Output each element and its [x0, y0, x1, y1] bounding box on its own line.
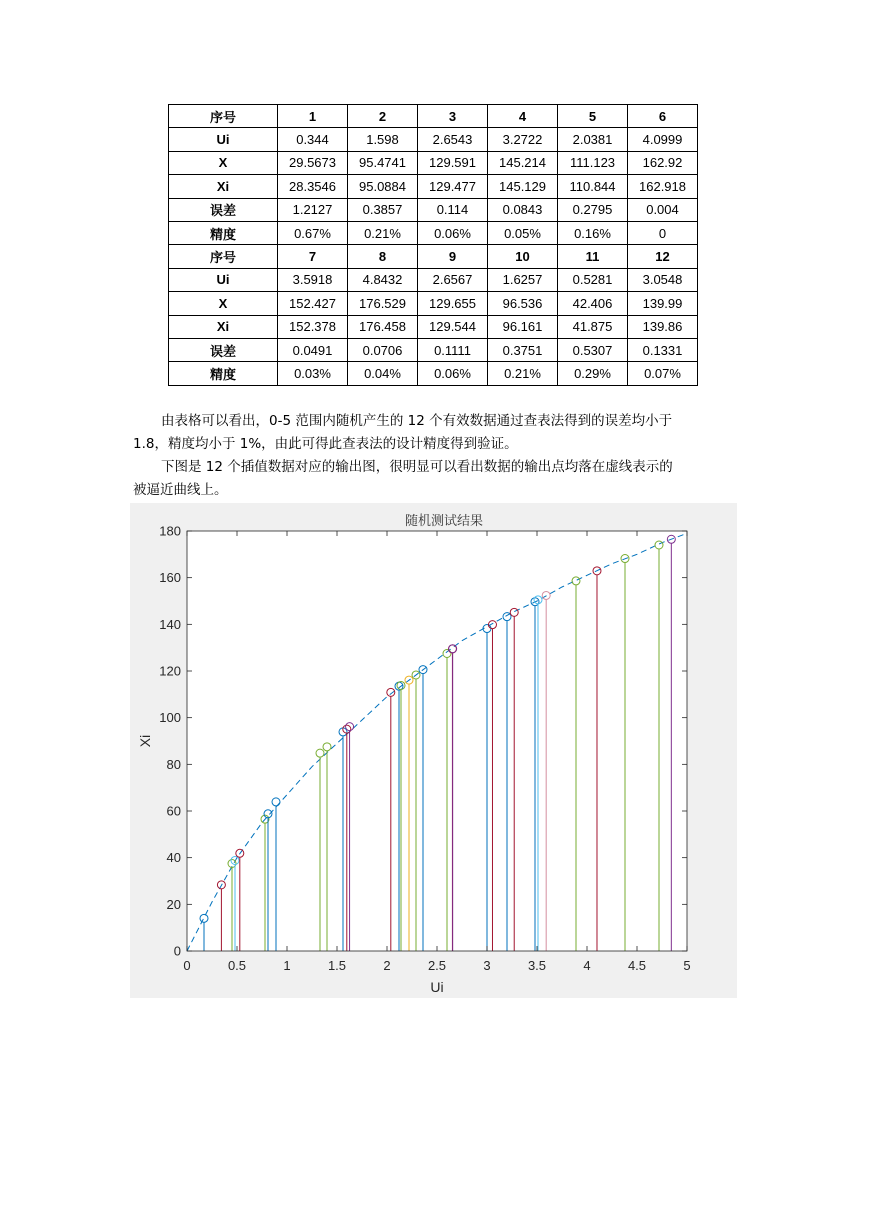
- table-row: [169, 292, 698, 315]
- table-cell: 0.114: [418, 198, 488, 221]
- row-label: 误差: [169, 198, 278, 221]
- table-cell: 1.6257: [488, 268, 558, 291]
- table-cell: 5: [558, 105, 628, 128]
- table-cell: 0.2795: [558, 198, 628, 221]
- table-cell: 176.529: [348, 292, 418, 315]
- x-axis-label: Ui: [430, 979, 444, 995]
- table-row: [169, 315, 698, 338]
- row-label: X: [169, 292, 278, 315]
- table-cell: 162.92: [628, 151, 698, 174]
- y-tick-label: 40: [166, 850, 181, 866]
- row-label: 精度: [169, 221, 278, 244]
- y-tick-label: 60: [166, 803, 181, 819]
- table-cell: 4: [488, 105, 558, 128]
- table-row: [169, 268, 698, 291]
- table-cell: 2.6543: [418, 128, 488, 151]
- x-tick-label: 5: [683, 958, 691, 973]
- table-cell: 145.214: [488, 151, 558, 174]
- x-tick-label: 1.5: [327, 958, 347, 973]
- table-cell: 0.04%: [348, 362, 418, 385]
- table-cell: 96.536: [488, 292, 558, 315]
- table-row: [169, 128, 698, 151]
- table-cell: 0.29%: [558, 362, 628, 385]
- plot-area: [187, 531, 687, 951]
- table-cell: 0.16%: [558, 221, 628, 244]
- row-label: Xi: [169, 175, 278, 198]
- table-cell: 1.598: [348, 128, 418, 151]
- table-cell: 7: [278, 245, 348, 268]
- table-cell: 0.05%: [488, 221, 558, 244]
- table-cell: 1: [278, 105, 348, 128]
- table-row: [169, 151, 698, 174]
- row-label: 序号: [169, 245, 278, 268]
- table-cell: 3: [418, 105, 488, 128]
- table-cell: 95.4741: [348, 151, 418, 174]
- table-body: [169, 105, 698, 386]
- table-cell: 0.1331: [628, 338, 698, 361]
- table-row: [169, 338, 698, 361]
- table-cell: 0.03%: [278, 362, 348, 385]
- chart-figure: [130, 503, 737, 998]
- x-tick-label: 4.5: [627, 958, 647, 973]
- table-cell: 95.0884: [348, 175, 418, 198]
- table-cell: 2: [348, 105, 418, 128]
- row-label: 精度: [169, 362, 278, 385]
- table-cell: 111.123: [558, 151, 628, 174]
- paragraph-2: [133, 456, 738, 502]
- row-label: 序号: [169, 105, 278, 128]
- table-cell: 0.0843: [488, 198, 558, 221]
- table-cell: 6: [628, 105, 698, 128]
- table-cell: 0.06%: [418, 362, 488, 385]
- x-tick-label: 2: [383, 958, 391, 973]
- row-label: 误差: [169, 338, 278, 361]
- table-cell: 28.3546: [278, 175, 348, 198]
- table-cell: 0.3751: [488, 338, 558, 361]
- table-cell: 0.0706: [348, 338, 418, 361]
- x-tick-label: 2.5: [427, 958, 447, 973]
- paragraph-2-line-1: 下图是 12 个插值数据对应的输出图，很明显可以看出数据的输出点均落在虚线表示的: [161, 459, 673, 475]
- table-cell: 12: [628, 245, 698, 268]
- table-cell: 42.406: [558, 292, 628, 315]
- y-tick-label: 0: [173, 943, 181, 959]
- y-axis-label: Xi: [137, 734, 153, 748]
- x-tick-label: 0: [183, 958, 191, 973]
- table-row: [169, 362, 698, 385]
- y-tick-label: 20: [166, 896, 181, 912]
- y-tick-label: 100: [159, 710, 181, 726]
- table-cell: 0.21%: [348, 221, 418, 244]
- table-cell: 2.0381: [558, 128, 628, 151]
- table-cell: 0.5281: [558, 268, 628, 291]
- x-tick-label: 3.5: [527, 958, 547, 973]
- table-cell: 3.0548: [628, 268, 698, 291]
- y-tick-label: 140: [159, 616, 181, 632]
- table-cell: 11: [558, 245, 628, 268]
- table-cell: 0.67%: [278, 221, 348, 244]
- table-cell: 139.86: [628, 315, 698, 338]
- row-label: Xi: [169, 315, 278, 338]
- table-cell: 96.161: [488, 315, 558, 338]
- paragraph-1: [133, 410, 738, 456]
- table-cell: 3.5918: [278, 268, 348, 291]
- table-cell: 2.6567: [418, 268, 488, 291]
- table-cell: 0.3857: [348, 198, 418, 221]
- x-tick-label: 1: [283, 958, 291, 973]
- table-cell: 0.1111: [418, 338, 488, 361]
- table-row: [169, 221, 698, 244]
- table-row: [169, 245, 698, 268]
- table-cell: 0.07%: [628, 362, 698, 385]
- table-cell: 145.129: [488, 175, 558, 198]
- y-tick-label: 180: [159, 523, 181, 539]
- table-cell: 129.477: [418, 175, 488, 198]
- x-tick-label: 3: [483, 958, 491, 973]
- table-cell: 129.591: [418, 151, 488, 174]
- table-cell: 3.2722: [488, 128, 558, 151]
- row-label: Ui: [169, 128, 278, 151]
- table-row: [169, 105, 698, 128]
- table-cell: 129.655: [418, 292, 488, 315]
- table-cell: 129.544: [418, 315, 488, 338]
- table-cell: 4.8432: [348, 268, 418, 291]
- y-tick-label: 80: [166, 756, 181, 772]
- table-cell: 176.458: [348, 315, 418, 338]
- x-tick-label: 4: [583, 958, 591, 973]
- table-cell: 0.004: [628, 198, 698, 221]
- table-cell: 0: [628, 221, 698, 244]
- table-cell: 162.918: [628, 175, 698, 198]
- table-row: [169, 198, 698, 221]
- paragraph-2-line-2: 被逼近曲线上。: [133, 482, 228, 498]
- table-cell: 152.378: [278, 315, 348, 338]
- paragraph-1-line-1: 由表格可以看出，0-5 范围内随机产生的 12 个有效数据通过查表法得到的误差均小于: [161, 413, 673, 429]
- table-cell: 0.344: [278, 128, 348, 151]
- data-table: [168, 104, 698, 386]
- table-cell: 10: [488, 245, 558, 268]
- paragraph-1-line-2: 1.8，精度均小于 1%，由此可得此查表法的设计精度得到验证。: [133, 436, 518, 452]
- table-cell: 8: [348, 245, 418, 268]
- table-cell: 41.875: [558, 315, 628, 338]
- y-tick-label: 160: [159, 570, 181, 586]
- table-cell: 4.0999: [628, 128, 698, 151]
- row-label: Ui: [169, 268, 278, 291]
- chart-canvas: [130, 503, 737, 998]
- table-cell: 152.427: [278, 292, 348, 315]
- table-cell: 110.844: [558, 175, 628, 198]
- y-tick-label: 120: [159, 663, 181, 679]
- table-cell: 0.5307: [558, 338, 628, 361]
- table-cell: 0.06%: [418, 221, 488, 244]
- table-cell: 1.2127: [278, 198, 348, 221]
- table-cell: 29.5673: [278, 151, 348, 174]
- x-tick-label: 0.5: [227, 958, 247, 973]
- table-cell: 0.21%: [488, 362, 558, 385]
- table-cell: 0.0491: [278, 338, 348, 361]
- chart-title: 随机测试结果: [404, 514, 484, 529]
- table-row: [169, 175, 698, 198]
- row-label: X: [169, 151, 278, 174]
- table-cell: 9: [418, 245, 488, 268]
- table-cell: 139.99: [628, 292, 698, 315]
